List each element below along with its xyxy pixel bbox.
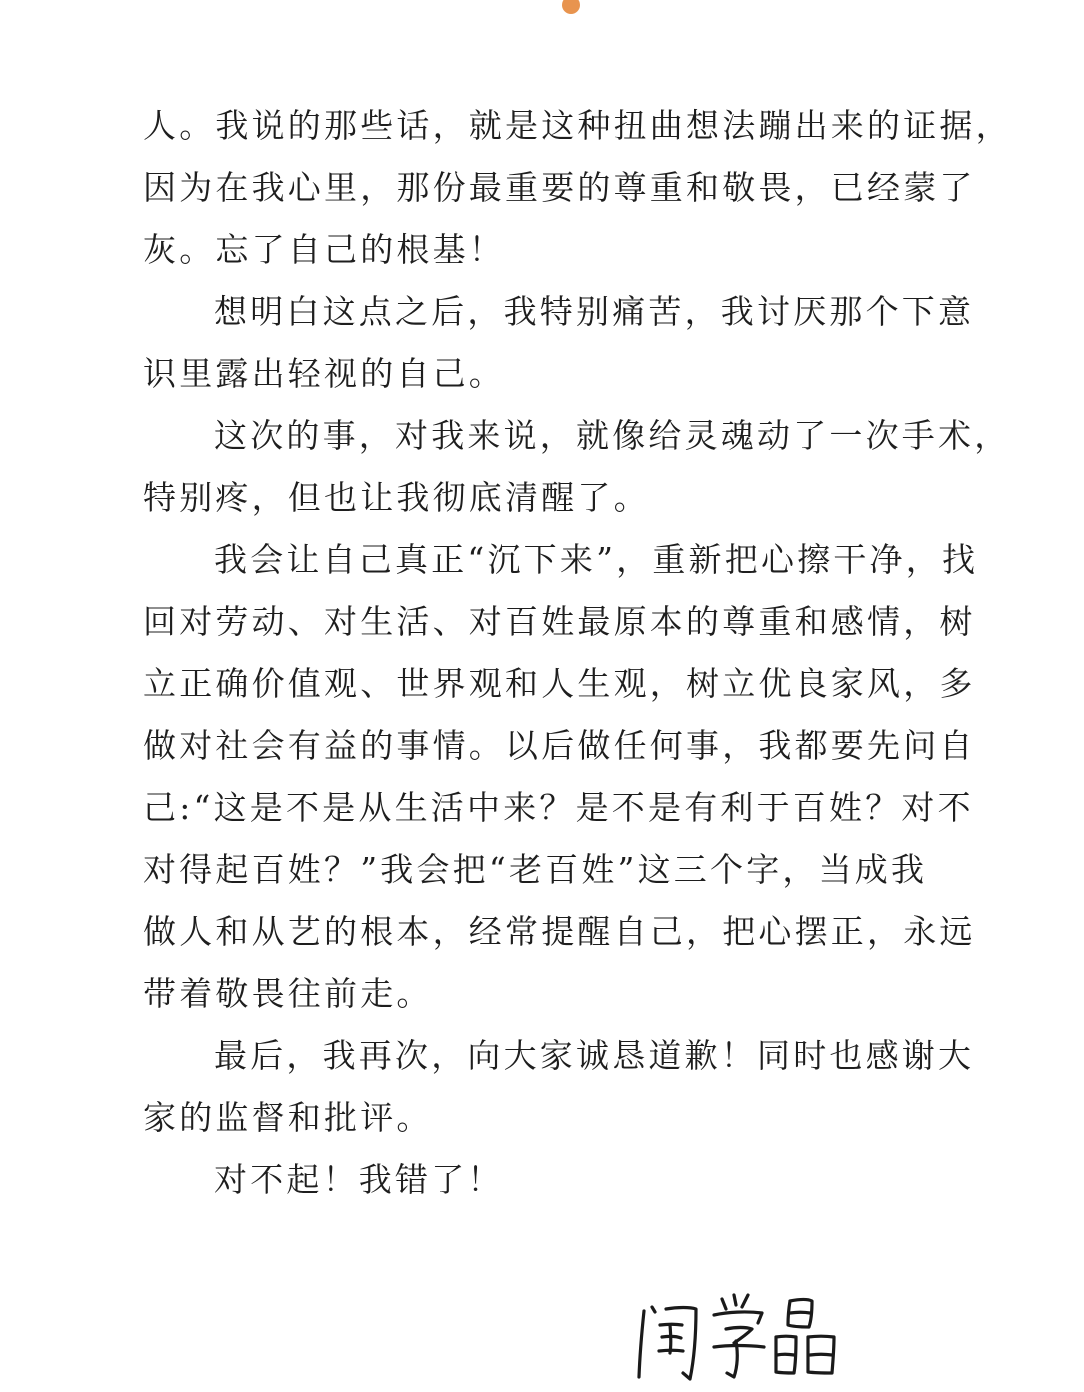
letter-line-13: 对得起百姓？”我会把“老百姓”这三个字，当成我 [143, 850, 928, 889]
letter-line-8: 我会让自己真正“沉下来”，重新把心擦干净，找 [214, 540, 979, 579]
letter-line-9: 回对劳动、对生活、对百姓最原本的尊重和感情，树 [143, 602, 976, 641]
letter-line-16: 最后，我再次，向大家诚恳道歉！同时也感谢大 [214, 1036, 975, 1075]
letter-line-5: 识里露出轻视的自己。 [143, 354, 505, 393]
letter-line-7: 特别疼，但也让我彻底清醒了。 [143, 478, 650, 517]
letter-line-3: 灰。忘了自己的根基！ [143, 230, 505, 269]
signature-drawing [630, 1285, 860, 1385]
letter-line-1: 人。我说的那些话，就是这种扭曲想法蹦出来的证据， [143, 106, 1012, 145]
orange-dot-mark [562, 0, 580, 14]
letter-line-4: 想明白这点之后，我特别痛苦，我讨厌那个下意 [214, 292, 975, 331]
letter-line-2: 因为在我心里，那份最重要的尊重和敬畏，已经蒙了 [143, 168, 976, 207]
letter-line-17: 家的监督和批评。 [143, 1098, 433, 1137]
handwritten-signature [630, 1285, 860, 1385]
letter-line-18: 对不起！我错了！ [214, 1160, 504, 1199]
letter-line-15: 带着敬畏往前走。 [143, 974, 433, 1013]
letter-line-12: 己:“这是不是从生活中来？是不是有利于百姓？对不 [143, 788, 974, 827]
letter-line-14: 做人和从艺的根本，经常提醒自己，把心摆正，永远 [143, 912, 976, 951]
letter-line-6: 这次的事，对我来说，就像给灵魂动了一次手术， [214, 416, 1011, 455]
letter-line-11: 做对社会有益的事情。以后做任何事，我都要先问自 [143, 726, 976, 765]
letter-line-10: 立正确价值观、世界观和人生观，树立优良家风，多 [143, 664, 976, 703]
